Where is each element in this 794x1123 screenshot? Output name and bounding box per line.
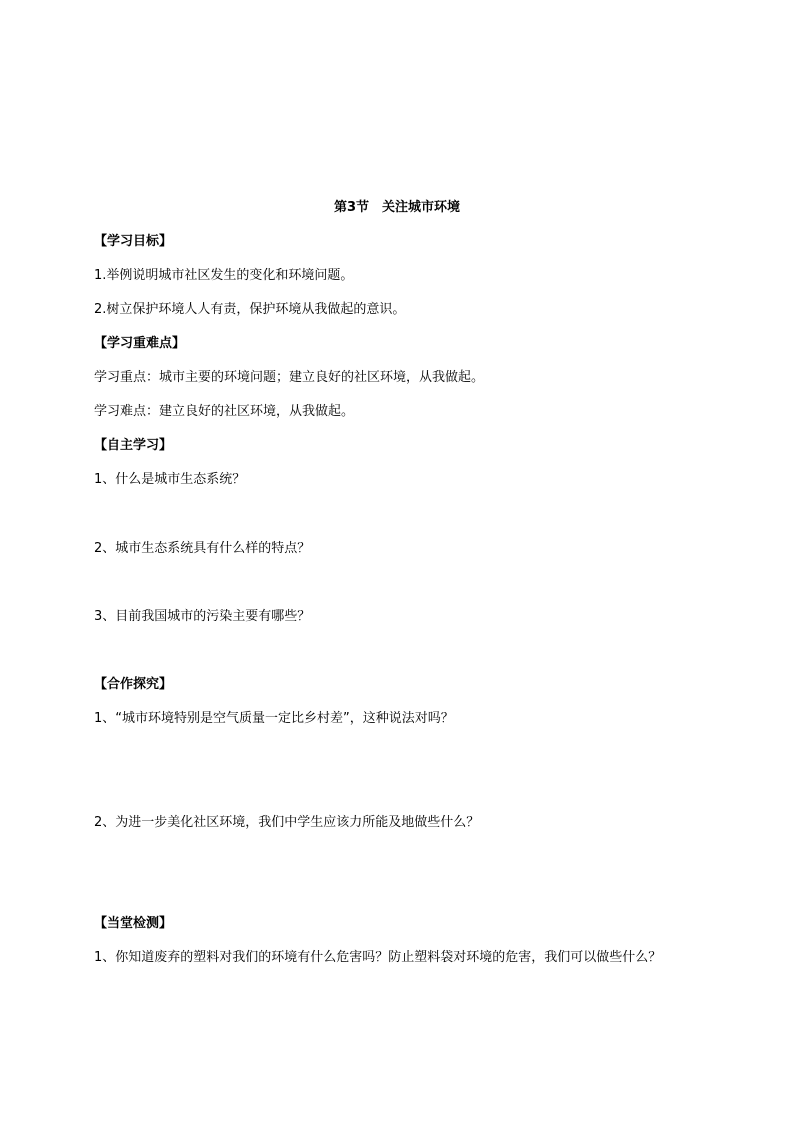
- heading-cooperation: 【合作探究】: [94, 677, 173, 692]
- key-point-item: 学习重点：城市主要的环境问题；建立良好的社区环境，从我做起。: [94, 370, 485, 385]
- self-study-question-3: 3、目前我国城市的污染主要有哪些？: [94, 609, 311, 624]
- self-study-question-1: 1、什么是城市生态系统？: [94, 472, 246, 487]
- heading-learning-goals: 【学习目标】: [94, 234, 173, 249]
- page-title: 第3节 关注城市环境: [333, 200, 461, 215]
- check-question-1: 1、你知道废弃的塑料对我们的环境有什么危害吗？防止塑料袋对环境的危害，我们可以做些什么？: [94, 950, 662, 965]
- goal-item-2: 2.树立保护环境人人有责，保护环境从我做起的意识。: [94, 302, 406, 317]
- heading-self-study: 【自主学习】: [94, 438, 173, 453]
- cooperation-question-1: 1、“城市环境特别是空气质量一定比乡村差”，这种说法对吗？: [94, 711, 454, 726]
- heading-key-points: 【学习重难点】: [94, 336, 186, 351]
- goal-item-1: 1.举例说明城市社区发生的变化和环境问题。: [94, 268, 354, 283]
- difficult-point-item: 学习难点：建立良好的社区环境，从我做起。: [94, 404, 355, 419]
- cooperation-question-2: 2、为进一步美化社区环境，我们中学生应该力所能及地做些什么？: [94, 815, 480, 830]
- heading-in-class-check: 【当堂检测】: [94, 916, 173, 931]
- self-study-question-2: 2、城市生态系统具有什么样的特点？: [94, 541, 311, 556]
